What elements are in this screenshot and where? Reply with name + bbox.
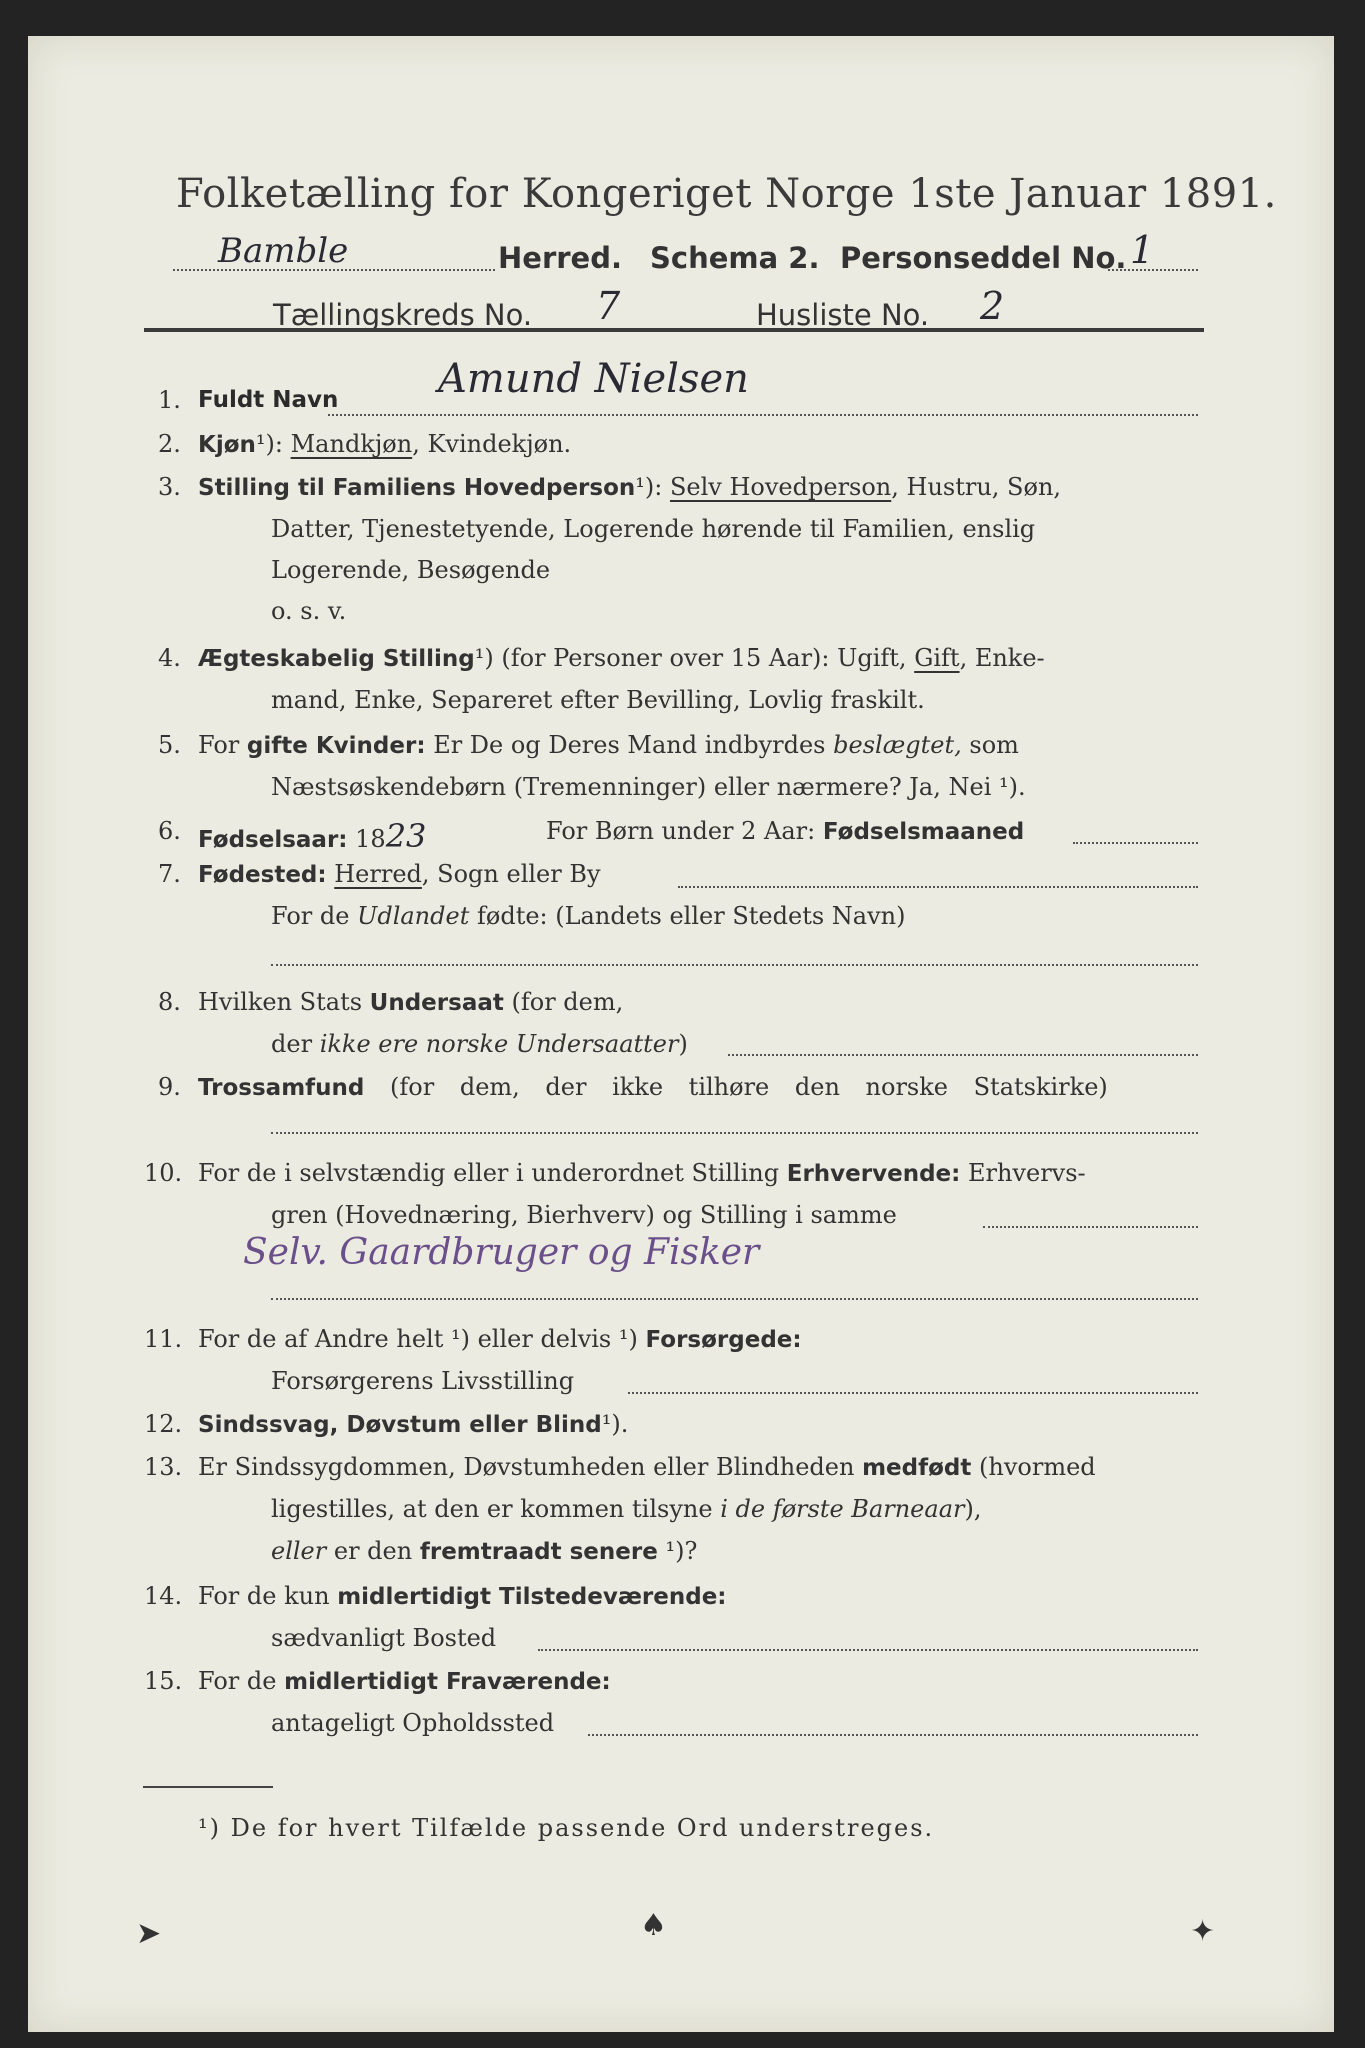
q8-line2b: ) [678,1030,688,1058]
q2-number: 2. [158,430,181,458]
q4-rest: , Enke- [959,644,1045,672]
q2-option-mandkjon: Mandkjøn [290,430,413,458]
q5-number: 5. [158,731,181,759]
q12-number: 12. [144,1410,183,1438]
q3-option-selv-hovedperson: Selv Hovedperson [669,473,892,501]
q2-sup: ¹): [255,430,283,458]
q11-number: 11. [144,1325,183,1353]
q7-line2b: fødte: (Landets eller Stedets Navn) [477,902,906,930]
q15-number: 15. [144,1667,183,1695]
q13-line3-ital: eller [271,1537,327,1565]
q13-label: medfødt [862,1455,972,1481]
q11-line2: Forsørgerens Livsstilling [271,1367,575,1395]
footnote-text: ¹) De for hvert Tilfælde passende Ord understreges. [198,1814,935,1842]
q10-line2: gren (Hovednæring, Bierhverv) og Stilling i samme [271,1201,897,1229]
q9-label: Trossamfund [198,1075,365,1101]
q10-dotted-line [983,1226,1198,1228]
q5-pre: For [198,731,240,759]
kreds-label: Tællingskreds No. [273,298,533,332]
q6-number: 6. [158,817,181,845]
kreds-value: 7 [596,284,621,328]
q6-label: Fødselsaar: [198,827,348,853]
q5-mid: Er De og Deres Mand indbyrdes [433,731,826,759]
q11-dotted-line [628,1392,1198,1394]
q3-line2: Datter, Tjenestetyende, Logerende hørende til Familien, enslig [271,515,1036,543]
q3-rest: , Hustru, Søn, [891,473,1062,501]
q8-pre: Hvilken Stats [198,988,363,1016]
q13-line2-ital: i de første Barneaar [720,1495,965,1523]
q7-dotted-line [678,886,1198,888]
q3-sup: ¹): [635,473,663,501]
q11-pre: For de af Andre helt ¹) eller delvis ¹) [198,1325,638,1353]
q8-label: Undersaat [369,990,504,1016]
q10-pre: For de i selvstændig eller i underordnet Stilling [198,1159,780,1187]
herred-label: Herred. [498,241,622,275]
q7-line2-ital: Udlandet [357,902,470,930]
q9-rest: (for dem, der ikke tilhøre den norske Statskirke) [390,1073,1108,1101]
q7-label: Fødested: [198,862,327,888]
schema-label: Schema 2. [650,241,820,275]
q6-mid: For Børn under 2 Aar: [546,817,816,845]
header-rule [144,328,1204,332]
q4-number: 4. [158,644,181,672]
q7-rest: , Sogn eller By [421,860,601,888]
personseddel-label: Personseddel No. [840,241,1127,275]
herred-dotted-line [173,269,495,271]
q9-number: 9. [158,1073,181,1101]
q1-answer: Amund Nielsen [438,356,749,402]
q6-answer: 23 [385,817,427,855]
q3-label: Stilling til Familiens Hovedperson [198,475,636,501]
q15-line2: antageligt Opholdssted [271,1709,555,1737]
q12-rest: ¹). [601,1410,629,1438]
q8-rest: (for dem, [511,988,624,1016]
q10-dotted-line-2 [271,1298,1198,1300]
q13-line3b: fremtraadt senere [419,1539,658,1565]
q7-dotted-line-2 [271,964,1198,966]
q6-prefix: 18 [355,825,386,853]
q8-dotted-line [728,1054,1198,1056]
q1-dotted-line [328,414,1198,416]
q14-line2: sædvanligt Bosted [271,1624,497,1652]
q7-option-herred: Herred [334,860,422,888]
q4-mid: ¹) (for Personer over 15 Aar): Ugift, [474,644,907,672]
q5-label: gifte Kvinder: [246,733,426,759]
form-title: Folketælling for Kongeriget Norge 1ste Januar 1891. [176,171,1277,217]
q12-label: Sindssvag, Døvstum eller Blind [198,1412,602,1438]
q8-number: 8. [158,988,181,1016]
q5-line2: Næstsøskendebørn (Tremenninger) eller nærmere? Ja, Nei ¹). [271,773,1026,801]
q14-number: 14. [144,1582,183,1610]
q10-answer: Selv. Gaardbruger og Fisker [243,1232,760,1273]
q8-line2a: der [271,1030,313,1058]
q2-label: Kjøn [198,432,256,458]
personseddel-value: 1 [1130,228,1155,272]
q2-rest: , Kvindekjøn. [412,430,572,458]
q11-label: Forsørgede: [645,1327,802,1353]
q13-rest: (hvormed [979,1453,1096,1481]
personseddel-dotted-line [1108,269,1198,271]
q1-label: Fuldt Navn [198,387,339,413]
q9-dotted-line [271,1132,1198,1134]
registration-mark-icon: ♠ [640,1908,667,1943]
q6-label2: Fødselsmaaned [822,819,1025,845]
q14-pre: For de kun [198,1582,330,1610]
q4-label: Ægteskabelig Stilling [198,646,475,672]
q3-number: 3. [158,473,181,501]
q5-rest: som [969,731,1019,759]
q15-pre: For de [198,1667,277,1695]
husliste-label: Husliste No. [756,298,930,332]
q13-line2a: ligestilles, at den er kommen tilsyne [271,1495,713,1523]
q13-line2b: ), [964,1495,982,1523]
q13-line3a: er den [333,1537,413,1565]
census-form-sheet [28,36,1334,2032]
q5-ital: beslægtet, [833,731,962,759]
q13-pre: Er Sindssygdommen, Døvstumheden eller Blindheden [198,1453,855,1481]
q10-label: Erhvervende: [786,1161,961,1187]
q8-line2-ital: ikke ere norske Undersaatter [319,1030,679,1058]
herred-value: Bamble [218,231,349,271]
husliste-value: 2 [980,284,1005,328]
q14-dotted-line [538,1649,1198,1651]
q3-line4: o. s. v. [271,597,347,625]
q7-number: 7. [158,860,181,888]
q4-line2: mand, Enke, Separeret efter Bevilling, Lovlig fraskilt. [271,686,925,714]
q3-line3: Logerende, Besøgende [271,556,551,584]
q4-option-gift: Gift [914,644,960,672]
registration-arrow-icon: ➤ [136,1916,162,1951]
q10-number: 10. [144,1159,183,1187]
q15-dotted-line [588,1734,1198,1736]
q7-line2a: For de [271,902,350,930]
footnote-rule [143,1786,273,1788]
q6-dotted-line [1073,842,1198,844]
q1-number: 1. [158,386,181,414]
q10-rest: Erhvervs- [967,1159,1086,1187]
registration-star-icon: ✦ [1190,1914,1216,1949]
q13-line3c: ¹)? [665,1537,698,1565]
q13-number: 13. [144,1453,183,1481]
q15-label: midlertidigt Fraværende: [284,1669,611,1695]
q14-label: midlertidigt Tilstedeværende: [337,1584,727,1610]
